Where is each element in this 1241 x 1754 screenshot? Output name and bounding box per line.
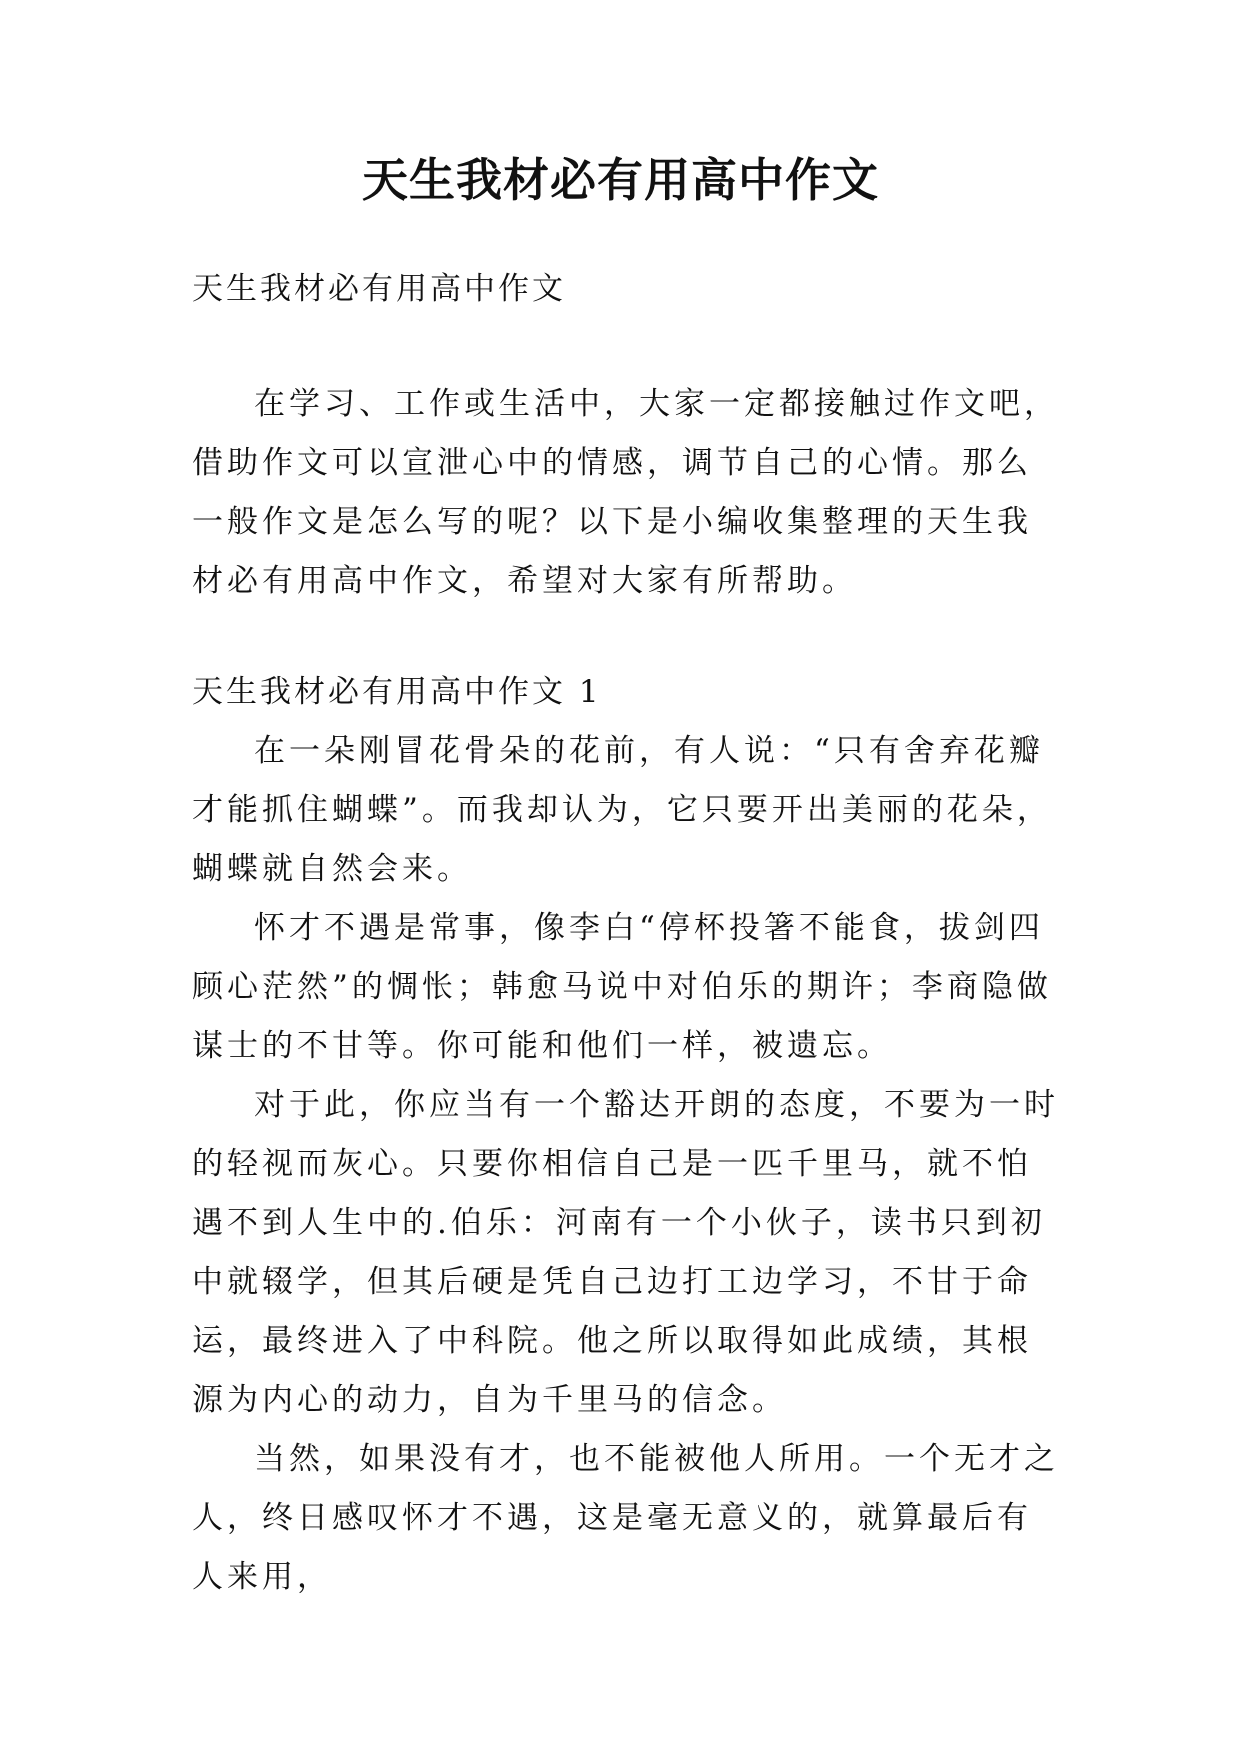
body-paragraph: 怀才不遇是常事，像李白“停杯投箸不能食，拔剑四顾心茫然”的惆怅；韩愈马说中对伯乐的期许；李商隐做谋士的不甘等。你可能和他们一样，被遗忘。 xyxy=(192,910,1052,1064)
spacer xyxy=(192,611,1062,663)
intro-paragraph: 在学习、工作或生活中，大家一定都接触过作文吧，借助作文可以宣泄心中的情感，调节自己的心情。那么一般作文是怎么写的呢？以下是小编收集整理的天生我材必有用高中作文，希望对大家有所帮助。 xyxy=(192,386,1059,599)
document-body xyxy=(192,260,1062,1607)
section-heading: 天生我材必有用高中作文 1 xyxy=(192,674,602,710)
body-paragraph: 在一朵刚冒花骨朵的花前，有人说：“只有舍弃花瓣才能抓住蝴蝶”。而我却认为，它只要开出美丽的花朵，蝴蝶就自然会来。 xyxy=(192,733,1052,887)
body-paragraph: 对于此，你应当有一个豁达开朗的态度，不要为一时的轻视而灰心。只要你相信自己是一匹千里马，就不怕遇不到人生中的.伯乐：河南有一个小伙子，读书只到初中就辍学，但其后硬是凭自己边打工边学习，不甘于命运，最终进入了中科院。他之所以取得如此成绩，其根源为内心的动力，自为千里马的信念。 xyxy=(192,1087,1059,1418)
document-subtitle: 天生我材必有用高中作文 xyxy=(192,271,566,307)
spacer xyxy=(192,319,1062,375)
page-title: 天生我材必有用高中作文 xyxy=(362,153,879,207)
body-paragraph: 当然，如果没有才，也不能被他人所用。一个无才之人，终日感叹怀才不遇，这是毫无意义的，就算最后有人来用， xyxy=(192,1441,1059,1595)
